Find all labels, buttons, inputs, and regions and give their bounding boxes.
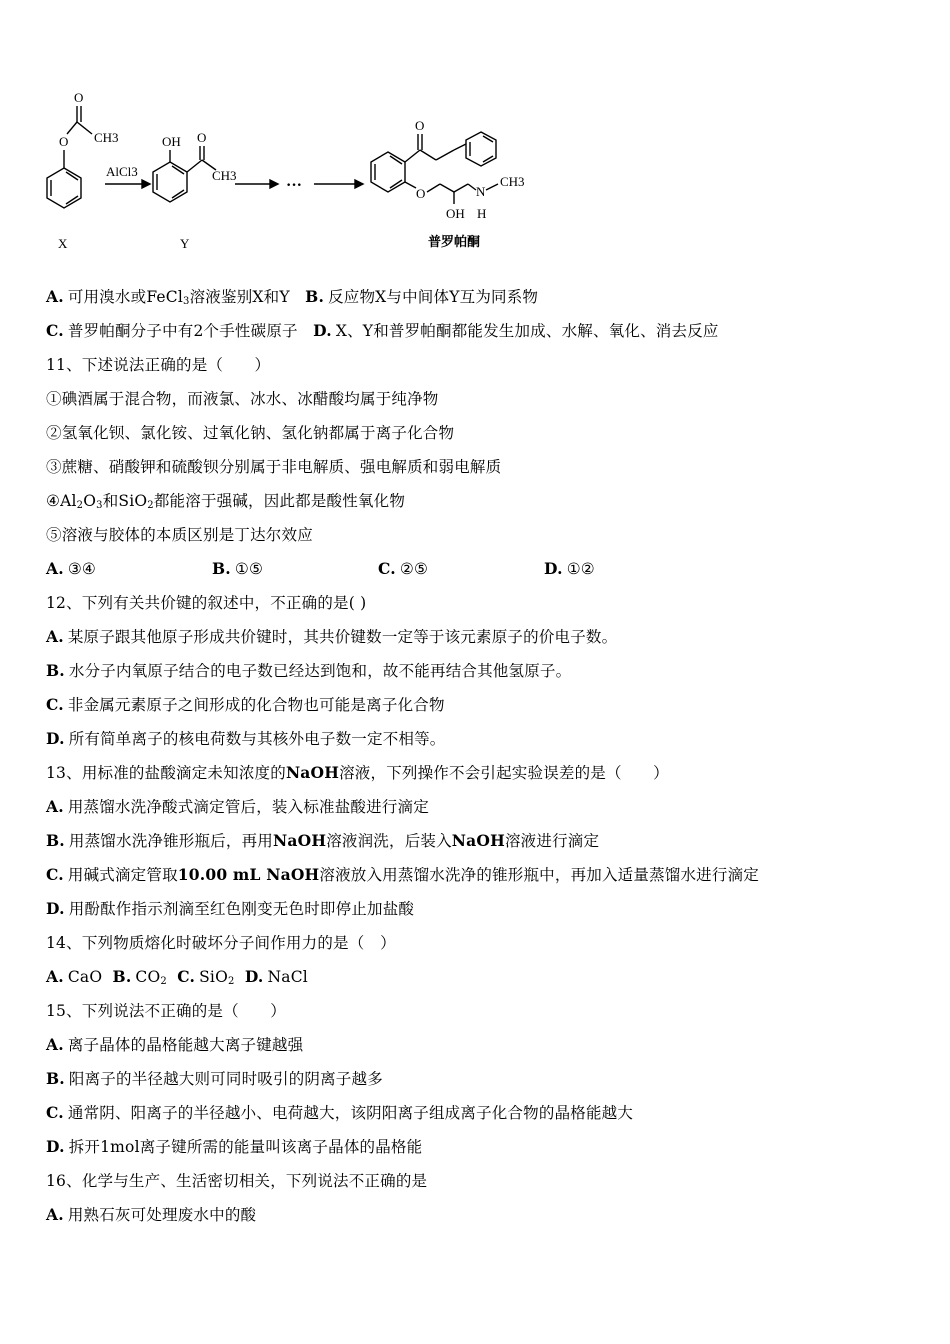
q13-option-c	[46, 858, 926, 892]
label-propafenone: 普罗帕酮	[428, 234, 481, 249]
q13-a-label: A.	[46, 797, 64, 816]
q10-d-text: X、Y和普罗帕酮都能发生加成、水解、氧化、消去反应	[335, 322, 719, 340]
q11-item4-part3: 和SiO	[102, 492, 148, 510]
product-ether-o: O	[416, 186, 426, 201]
q11-option-a	[46, 552, 212, 586]
product-ch3: CH3	[500, 174, 525, 189]
q11-item-5: ⑤溶液与胶体的本质区别是丁达尔效应	[46, 526, 313, 544]
q13-b-naoh-2: NaOH	[451, 831, 505, 850]
q13-a-text: 用蒸馏水洗净酸式滴定管后，装入标准盐酸进行滴定	[67, 798, 429, 816]
q11-option-b	[212, 552, 378, 586]
q13-stem	[46, 756, 926, 790]
q11-d-text: ①②	[566, 560, 595, 578]
q11-d-label: D.	[544, 559, 563, 578]
q16-a-label: A.	[46, 1205, 64, 1224]
product-n: N	[476, 184, 486, 199]
x-benzene-ring	[47, 168, 81, 208]
q15-d-text: 拆开1mol离子键所需的能量叫该离子晶体的晶格能	[68, 1138, 423, 1156]
q13-c-amount: 10.00 mL NaOH	[177, 865, 320, 884]
q13-option-b	[46, 824, 926, 858]
q13-b-label: B.	[46, 831, 65, 850]
q11-item4-sub2: 3	[96, 500, 103, 511]
q15-option-c	[46, 1096, 926, 1130]
q14-b-sub: 2	[160, 976, 167, 987]
q11-option-c	[378, 552, 544, 586]
label-y: Y	[180, 236, 190, 251]
reaction-scheme-svg	[30, 80, 570, 280]
q13-stem-1: 13、用标准的盐酸滴定未知浓度的	[46, 764, 286, 782]
q11-a-label: A.	[46, 559, 64, 578]
q14-b-text: CO	[135, 968, 161, 986]
q12-a-label: A.	[46, 627, 64, 646]
q11-item-2: ②氢氧化钡、氯化铵、过氧化钠、氢化钠都属于离子化合物	[46, 424, 455, 442]
q10-c-text: 普罗帕酮分子中有2个手性碳原子	[67, 322, 298, 340]
q10-b-text: 反应物X与中间体Y互为同系物	[328, 288, 539, 306]
q13-stem-naoh: NaOH	[285, 763, 340, 782]
question-text	[46, 280, 926, 1232]
q11-a-text: ③④	[67, 560, 97, 578]
q15-option-b	[46, 1062, 926, 1096]
q10-b-label: B.	[305, 287, 325, 306]
q16-option-a	[46, 1198, 926, 1232]
q13-c-text-1: 用碱式滴定管取	[67, 866, 178, 884]
q13-b-text-2: 溶液润洗，后装入	[326, 832, 452, 850]
q10-a-text-1: 可用溴水或FeCl	[67, 288, 184, 306]
x-ester-o: O	[59, 134, 69, 149]
q13-d-text: 用酚酞作指示剂滴至红色刚变无色时即停止加盐酸	[68, 900, 415, 918]
q16-a-text: 用熟石灰可处理废水中的酸	[67, 1206, 257, 1224]
q11-b-text: ①⑤	[234, 560, 264, 578]
q11-option-d	[544, 552, 710, 586]
q15-a-text: 离子晶体的晶格能越大离子键越强	[67, 1036, 304, 1054]
q11-item4-sub3: 2	[147, 500, 154, 511]
q15-c-text: 通常阴、阳离子的半径越小、电荷越大，该阴阳离子组成离子化合物的晶格能越大	[67, 1104, 634, 1122]
q15-b-label: B.	[46, 1069, 65, 1088]
label-x: X	[58, 236, 68, 251]
y-oh: OH	[162, 134, 181, 149]
q11-c-text: ②⑤	[399, 560, 429, 578]
q10-options-ab	[46, 280, 926, 314]
q14-b-label: B.	[112, 967, 132, 986]
q10-a-sub: 3	[183, 296, 190, 307]
q14-d-label: D.	[244, 967, 264, 986]
q11-options	[46, 552, 926, 586]
q13-b-naoh-1: NaOH	[273, 831, 327, 850]
q14-options	[46, 960, 926, 994]
q10-a-text-2: 溶液鉴别X和Y	[189, 288, 290, 306]
q12-option-c	[46, 688, 926, 722]
q11-item4-part2: O	[83, 492, 97, 510]
q14-d-text: NaCl	[267, 968, 308, 986]
x-ch3: CH3	[94, 130, 119, 145]
reaction-scheme-diagram	[30, 80, 570, 280]
product-nh: H	[477, 206, 487, 221]
q11-stem: 11、下述说法正确的是（ ）	[46, 356, 271, 374]
q10-options-cd	[46, 314, 926, 348]
q11-item-3: ③蔗糖、硝酸钾和硫酸钡分别属于非电解质、强电解质和弱电解质	[46, 458, 502, 476]
q15-stem: 15、下列说法不正确的是（ ）	[46, 1002, 286, 1020]
q12-option-b	[46, 654, 926, 688]
q11-item4-part4: 都能溶于强碱，因此都是酸性氧化物	[153, 492, 406, 510]
q13-b-text-1: 用蒸馏水洗净锥形瓶后，再用	[68, 832, 274, 850]
product-benzene-ring	[371, 152, 405, 192]
q15-option-d	[46, 1130, 926, 1164]
product-oh: OH	[446, 206, 465, 221]
q14-c-sub: 2	[227, 976, 235, 987]
y-benzene-ring	[153, 162, 187, 202]
reagent-label: AlCl3	[106, 164, 138, 179]
q11-b-label: B.	[212, 559, 231, 578]
q12-c-label: C.	[46, 695, 64, 714]
x-carbonyl-o: O	[74, 90, 84, 105]
q15-b-text: 阳离子的半径越大则可同时吸引的阴离子越多	[68, 1070, 383, 1088]
q12-option-a	[46, 620, 926, 654]
q12-d-text: 所有简单离子的核电荷数与其核外电子数一定不相等。	[68, 730, 446, 748]
q14-stem: 14、下列物质熔化时破坏分子间作用力的是（ ）	[46, 934, 396, 952]
q15-option-a	[46, 1028, 926, 1062]
q10-d-label: D.	[313, 321, 332, 340]
q10-c-label: C.	[46, 321, 64, 340]
q11-item-1: ①碘酒属于混合物，而液氯、冰水、冰醋酸均属于纯净物	[46, 390, 439, 408]
q12-b-text: 水分子内氧原子结合的电子数已经达到饱和，故不能再结合其他氢原子。	[68, 662, 572, 680]
q14-a-text: CaO	[67, 968, 103, 986]
q12-stem: 12、下列有关共价键的叙述中，不正确的是( )	[46, 594, 367, 612]
q12-d-label: D.	[46, 729, 65, 748]
product-carbonyl-o: O	[415, 118, 425, 133]
q16-stem: 16、化学与生产、生活密切相关，下列说法不正确的是	[46, 1172, 428, 1190]
q12-c-text: 非金属元素原子之间形成的化合物也可能是离子化合物	[67, 696, 445, 714]
q14-c-label: C.	[177, 967, 196, 986]
y-ch3: CH3	[212, 168, 237, 183]
q13-b-text-3: 溶液进行滴定	[504, 832, 600, 850]
q13-option-d	[46, 892, 926, 926]
q11-item-4	[46, 484, 926, 518]
q12-b-label: B.	[46, 661, 65, 680]
q13-c-text-2: 溶液放入用蒸馏水洗净的锥形瓶中，再加入适量蒸馏水进行滴定	[319, 866, 759, 884]
q12-option-d	[46, 722, 926, 756]
q11-item4-part1: ④Al	[46, 492, 77, 510]
q15-c-label: C.	[46, 1103, 64, 1122]
q12-a-text: 某原子跟其他原子形成共价键时，其共价键数一定等于该元素原子的价电子数。	[67, 628, 618, 646]
q13-option-a	[46, 790, 926, 824]
q13-stem-2: 溶液，下列操作不会引起实验误差的是（ ）	[339, 764, 669, 782]
q13-c-label: C.	[46, 865, 64, 884]
q14-c-text: SiO	[199, 968, 228, 986]
q11-c-label: C.	[378, 559, 396, 578]
q10-a-label: A.	[46, 287, 64, 306]
q15-d-label: D.	[46, 1137, 65, 1156]
y-carbonyl-o: O	[197, 130, 207, 145]
intermediate-dots: ···	[286, 177, 303, 194]
q14-a-label: A.	[46, 967, 64, 986]
q11-item4-sub1: 2	[76, 500, 84, 511]
q15-a-label: A.	[46, 1035, 64, 1054]
q13-d-label: D.	[46, 899, 65, 918]
